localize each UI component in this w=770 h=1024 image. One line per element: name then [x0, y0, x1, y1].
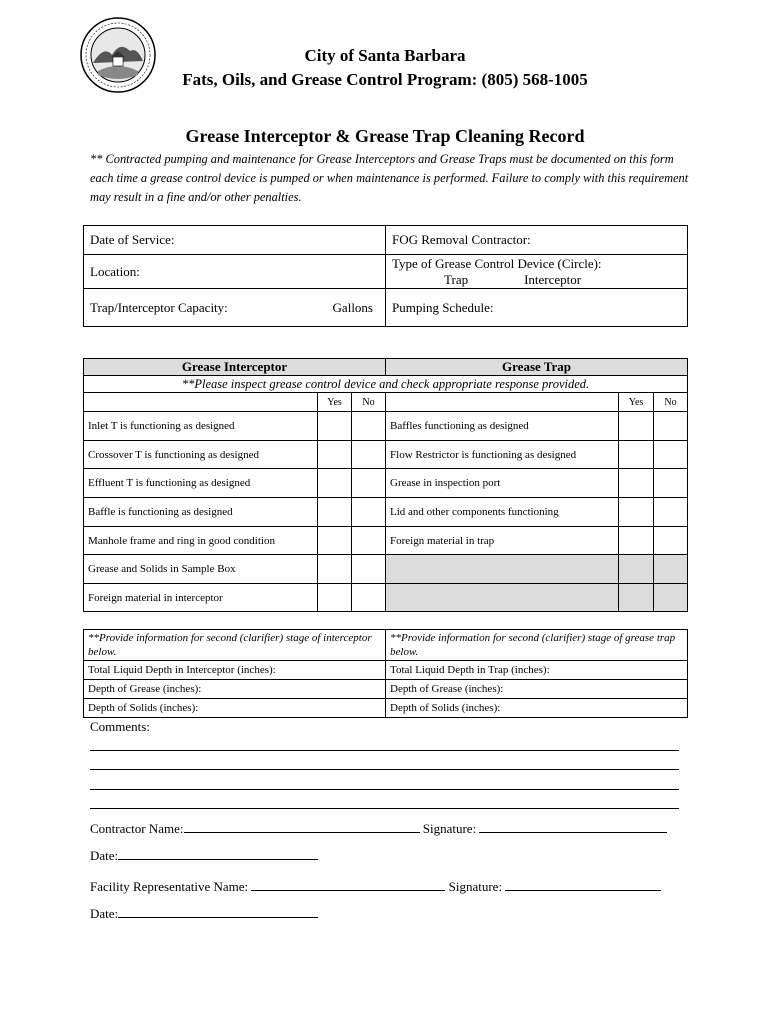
trap-item-empty — [386, 555, 619, 584]
yes-checkbox[interactable] — [619, 527, 654, 555]
no-checkbox[interactable] — [654, 527, 688, 555]
yes-checkbox[interactable] — [619, 498, 654, 527]
table-row — [84, 441, 688, 469]
interceptor-item: Effluent T is functioning as designed — [84, 469, 318, 498]
yes-checkbox[interactable] — [318, 584, 352, 612]
yes-header: Yes — [619, 393, 654, 412]
table-row — [84, 584, 688, 612]
yes-header: Yes — [318, 393, 352, 412]
trap-item: Grease in inspection port — [386, 469, 619, 498]
clarifier-table — [83, 629, 688, 718]
interceptor-solids-depth-field[interactable]: Depth of Solids (inches): — [84, 699, 386, 718]
location-field[interactable]: Location: — [84, 255, 386, 289]
trap-cell-empty — [654, 584, 688, 612]
trap-total-depth-field[interactable]: Total Liquid Depth in Trap (inches): — [386, 661, 688, 680]
yes-checkbox[interactable] — [318, 412, 352, 441]
comments-label: Comments: — [90, 719, 150, 734]
trap-solids-depth-field[interactable]: Depth of Solids (inches): — [386, 699, 688, 718]
trap-cell-empty — [619, 555, 654, 584]
comments-line[interactable] — [90, 750, 679, 751]
facility-date-field[interactable] — [118, 916, 318, 918]
no-checkbox[interactable] — [654, 441, 688, 469]
contractor-signature-label: Signature: — [422, 821, 477, 836]
date-of-service-field[interactable]: Date of Service: — [84, 226, 386, 255]
device-type-field[interactable]: Type of Grease Control Device (Circle): Trap Interceptor — [386, 255, 688, 289]
no-checkbox[interactable] — [352, 412, 386, 441]
interceptor-header: Grease Interceptor — [84, 359, 386, 376]
table-row — [84, 412, 688, 441]
no-checkbox[interactable] — [352, 441, 386, 469]
intro-text: ** Contracted pumping and maintenance for Grease Interceptors and Grease Traps must be documented on this form each time a grease control device is pumped or when maintenance is performed. Failure to comply with this requirement may result in a fine and/or other penalties. — [90, 152, 689, 204]
table-row — [84, 498, 688, 527]
form-title: Grease Interceptor & Grease Trap Cleaning Record — [185, 126, 585, 146]
facility-signature-label: Signature: — [448, 879, 503, 894]
trap-cell-empty — [654, 555, 688, 584]
city-name: City of Santa Barbara — [304, 46, 466, 65]
trap-item-empty — [386, 584, 619, 612]
no-checkbox[interactable] — [352, 527, 386, 555]
no-checkbox[interactable] — [352, 584, 386, 612]
interceptor-total-depth-field[interactable]: Total Liquid Depth in Interceptor (inches): — [84, 661, 386, 680]
inspection-table — [83, 358, 688, 612]
interceptor-grease-depth-field[interactable]: Depth of Grease (inches): — [84, 680, 386, 699]
interceptor-item: Manhole frame and ring in good condition — [84, 527, 318, 555]
capacity-field[interactable]: Trap/Interceptor Capacity: Gallons — [84, 289, 386, 327]
no-checkbox[interactable] — [352, 469, 386, 498]
fog-contractor-field[interactable]: FOG Removal Contractor: — [386, 226, 688, 255]
trap-cell-empty — [619, 584, 654, 612]
trap-clarifier-note: **Provide information for second (clarifier) stage of grease trap below. — [386, 630, 688, 661]
interceptor-item: Inlet T is functioning as designed — [84, 412, 318, 441]
table-row — [84, 555, 688, 584]
table-row — [84, 469, 688, 498]
yes-checkbox[interactable] — [619, 469, 654, 498]
service-info-table — [83, 225, 688, 327]
inspection-instruction: **Please inspect grease control device and check appropriate response provided. — [84, 376, 688, 393]
no-header: No — [654, 393, 688, 412]
device-option-trap[interactable]: Trap — [444, 271, 469, 287]
no-checkbox[interactable] — [654, 412, 688, 441]
yes-checkbox[interactable] — [619, 441, 654, 469]
trap-item: Flow Restrictor is functioning as designed — [386, 441, 619, 469]
comments-line[interactable] — [90, 769, 679, 770]
contractor-date-field[interactable] — [118, 858, 318, 860]
trap-header: Grease Trap — [386, 359, 688, 376]
yes-checkbox[interactable] — [318, 441, 352, 469]
trap-grease-depth-field[interactable]: Depth of Grease (inches): — [386, 680, 688, 699]
interceptor-item: Crossover T is functioning as designed — [84, 441, 318, 469]
interceptor-item: Foreign material in interceptor — [84, 584, 318, 612]
interceptor-item: Baffle is functioning as designed — [84, 498, 318, 527]
no-checkbox[interactable] — [654, 498, 688, 527]
facility-date-label: Date: — [90, 906, 119, 921]
trap-item: Lid and other components functioning — [386, 498, 619, 527]
pumping-schedule-field[interactable]: Pumping Schedule: — [386, 289, 688, 327]
yes-checkbox[interactable] — [318, 555, 352, 584]
yes-checkbox[interactable] — [318, 498, 352, 527]
contractor-name-field[interactable] — [184, 831, 420, 833]
device-option-interceptor[interactable]: Interceptor — [524, 271, 582, 287]
comments-line[interactable] — [90, 808, 679, 809]
contractor-signature-field[interactable] — [479, 831, 667, 833]
no-checkbox[interactable] — [654, 469, 688, 498]
no-checkbox[interactable] — [352, 498, 386, 527]
contractor-name-label: Contractor Name: — [90, 821, 184, 836]
facility-rep-field[interactable] — [251, 889, 445, 891]
comments-line[interactable] — [90, 789, 679, 790]
contractor-date-label: Date: — [90, 848, 119, 863]
gallons-unit: Gallons — [332, 299, 373, 315]
no-checkbox[interactable] — [352, 555, 386, 584]
yes-checkbox[interactable] — [318, 527, 352, 555]
no-header: No — [352, 393, 386, 412]
facility-signature-field[interactable] — [505, 889, 661, 891]
yes-checkbox[interactable] — [619, 412, 654, 441]
program-title: Fats, Oils, and Grease Control Program: (805) 568-1005 — [182, 70, 588, 89]
interceptor-item: Grease and Solids in Sample Box — [84, 555, 318, 584]
table-row — [84, 527, 688, 555]
interceptor-clarifier-note: **Provide information for second (clarifier) stage of interceptor below. — [84, 630, 386, 661]
yes-checkbox[interactable] — [318, 469, 352, 498]
facility-rep-label: Facility Representative Name: — [90, 879, 249, 894]
trap-item: Foreign material in trap — [386, 527, 619, 555]
trap-item: Baffles functioning as designed — [386, 412, 619, 441]
